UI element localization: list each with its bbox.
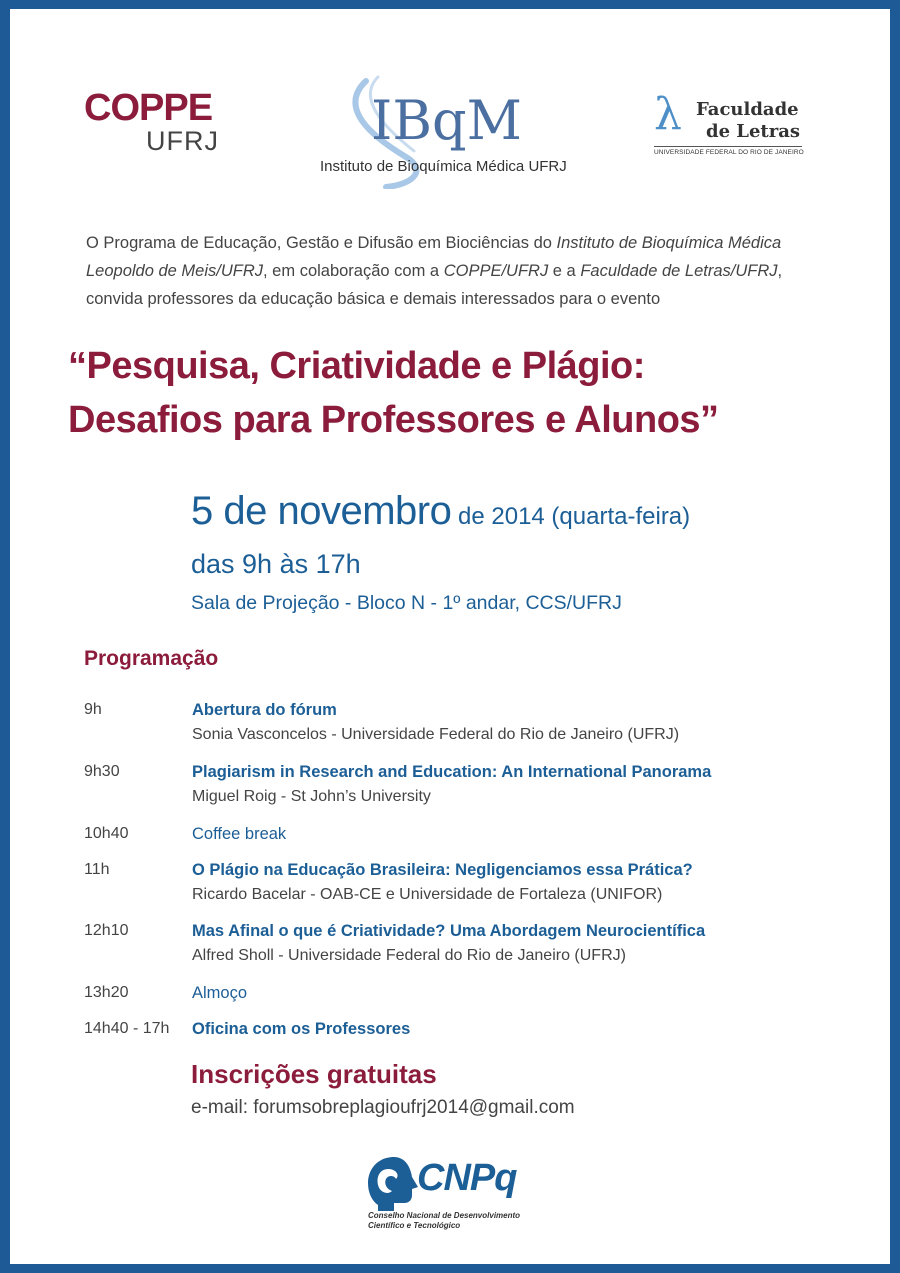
coppe-logo — [84, 89, 219, 155]
letras-logo-divider — [654, 146, 802, 147]
event-time: das 9h às 17h — [191, 549, 361, 579]
event-title-line1: “Pesquisa, Criatividade e Plágio: — [68, 345, 645, 387]
program-item-title: O Plágio na Educação Brasileira: Negligenciamos essa Prática? — [192, 861, 693, 879]
program-item-title: Abertura do fórum — [192, 701, 337, 719]
ibqm-logo — [316, 69, 586, 189]
program-item-title: Coffee break — [192, 825, 287, 843]
ibqm-logo-name: Instituto de Bioquímica Médica UFRJ — [320, 158, 567, 175]
intro-text-3: e a — [548, 262, 581, 280]
program-item-time: 10h40 — [84, 825, 129, 842]
intro-italic-1: Instituto de Bioquímica Médica Leopoldo de Meis/UFRJ — [86, 234, 782, 280]
registration-email: e-mail: forumsobreplagioufrj2014@gmail.com — [191, 1097, 575, 1118]
cnpq-logo-line2: Científico e Tecnológico — [368, 1221, 461, 1230]
cnpq-logo-line1: Conselho Nacional de Desenvolvimento — [368, 1211, 521, 1220]
program-item-time: 11h — [84, 861, 110, 878]
letras-logo-university: UNIVERSIDADE FEDERAL DO RIO DE JANEIRO — [654, 149, 804, 156]
letras-logo-line2: de Letras — [706, 121, 801, 142]
program-item-speaker: Sonia Vasconcelos - Universidade Federal do Rio de Janeiro (UFRJ) — [192, 726, 680, 743]
cnpq-head-icon — [364, 1153, 424, 1213]
program-item-time: 13h20 — [84, 984, 129, 1001]
event-title — [68, 339, 868, 447]
program-item-title: Mas Afinal o que é Criatividade? Uma Abordagem Neurocientífica — [192, 922, 706, 940]
intro-italic-3: Faculdade de Letras/UFRJ — [580, 262, 778, 280]
program-item-title: Almoço — [192, 984, 248, 1002]
program-item-time: 14h40 - 17h — [84, 1020, 170, 1037]
program-item-speaker: Miguel Roig - St John’s University — [192, 788, 431, 805]
intro-italic-2: COPPE/UFRJ — [443, 262, 549, 280]
flyer-page — [10, 9, 890, 1264]
event-title-line2: Desafios para Professores e Alunos” — [68, 399, 719, 441]
event-date — [191, 489, 690, 534]
letras-logo — [654, 89, 804, 163]
coppe-logo-main: COPPE — [84, 87, 213, 129]
registration-heading: Inscrições gratuitas — [191, 1059, 437, 1089]
event-date-small: de 2014 (quarta-feira) — [451, 503, 691, 530]
program-item-time: 9h — [84, 701, 102, 718]
intro-text-4: , convida professores da educação básica e demais interessados para o evento — [86, 262, 783, 308]
coppe-logo-sub: UFRJ — [146, 126, 219, 156]
program-item-speaker: Ricardo Bacelar - OAB-CE e Universidade de Fortaleza (UNIFOR) — [192, 886, 663, 903]
intro-text-2: , em colaboração com a — [263, 262, 444, 280]
intro-paragraph — [86, 229, 826, 313]
program-item-time: 12h10 — [84, 922, 129, 939]
lambda-icon: λ — [654, 89, 682, 140]
intro-text-1: O Programa de Educação, Gestão e Difusão em Biociências do — [86, 234, 557, 252]
letras-logo-line1: Faculdade — [696, 99, 799, 120]
event-place: Sala de Projeção - Bloco N - 1º andar, CCS/UFRJ — [191, 592, 622, 614]
ibqm-logo-mark: IBqM — [371, 89, 522, 152]
cnpq-logo-word: CNPq — [417, 1157, 517, 1199]
program-item-title: Plagiarism in Research and Education: An International Panorama — [192, 763, 712, 781]
program-item-speaker: Alfred Sholl - Universidade Federal do Rio de Janeiro (UFRJ) — [192, 947, 626, 964]
program-item-time: 9h30 — [84, 763, 120, 780]
cnpq-logo — [360, 1149, 560, 1239]
event-date-big: 5 de novembro — [191, 489, 452, 533]
program-heading: Programação — [84, 647, 219, 670]
program-item-title: Oficina com os Professores — [192, 1020, 411, 1038]
